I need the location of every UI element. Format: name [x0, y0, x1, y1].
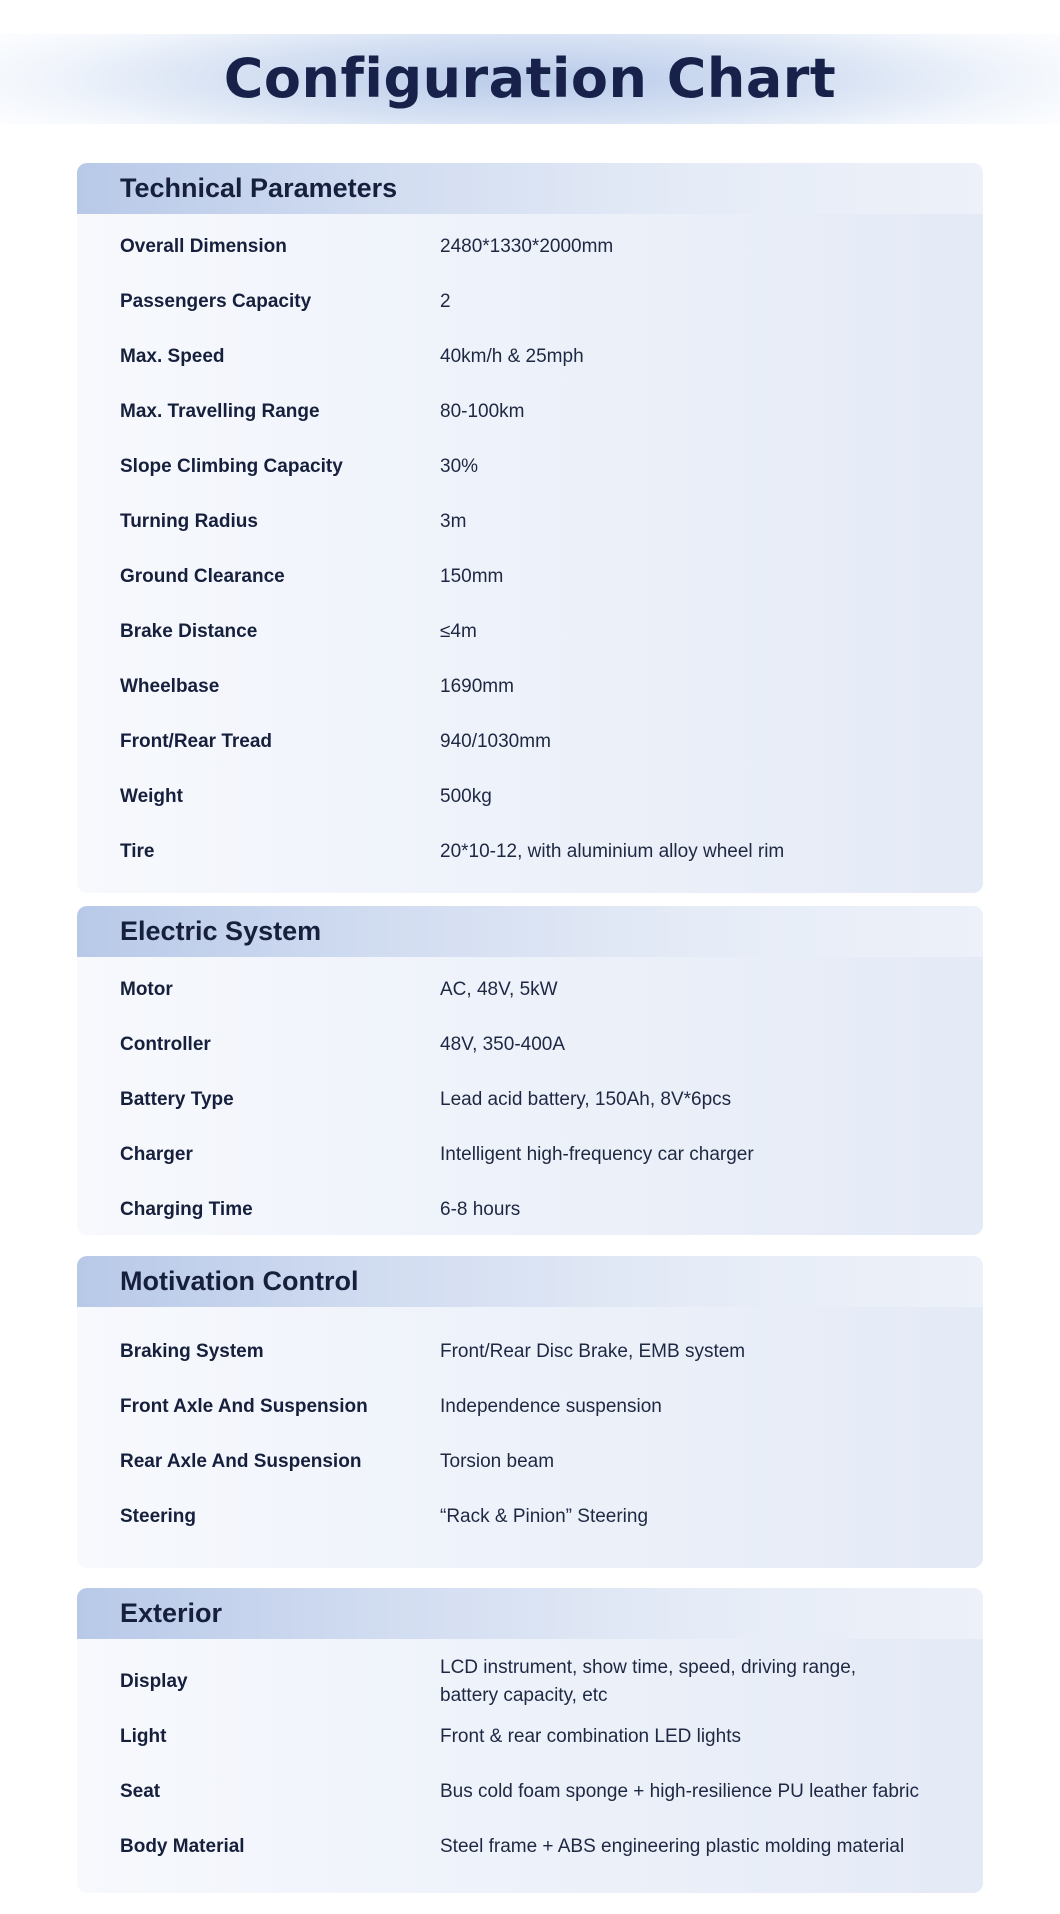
row-value: 1690mm [440, 676, 514, 697]
row-label: Rear Axle And Suspension [120, 1451, 362, 1472]
row-label: Steering [120, 1506, 197, 1527]
row-label: Wheelbase [120, 676, 220, 697]
row-label: Max. Travelling Range [120, 401, 320, 422]
title-banner [0, 34, 1060, 124]
row-label: Braking System [120, 1341, 264, 1362]
page-title: Configuration Chart [223, 47, 837, 110]
row-label: Max. Speed [120, 346, 225, 367]
row-label: Tire [120, 841, 155, 862]
row-label: Display [120, 1671, 188, 1692]
row-value: Bus cold foam sponge + high-resilience PU leather fabric [440, 1781, 919, 1802]
row-label: Weight [120, 786, 183, 807]
row-label: Controller [120, 1034, 211, 1055]
row-value: Steel frame + ABS engineering plastic molding material [440, 1836, 905, 1857]
section-title: Motivation Control [120, 1266, 359, 1296]
row-label: Motor [120, 979, 173, 1000]
row-value: Front/Rear Disc Brake, EMB system [440, 1341, 746, 1362]
row-value: 30% [440, 456, 479, 477]
row-value: LCD instrument, show time, speed, driving range, battery capacity, etc [440, 1657, 857, 1706]
row-value: 20*10-12, with aluminium alloy wheel rim [440, 841, 785, 862]
row-label: Seat [120, 1781, 161, 1802]
row-value: “Rack & Pinion” Steering [440, 1506, 649, 1527]
row-value: 2480*1330*2000mm [440, 236, 614, 257]
section-electric-system [77, 906, 983, 1235]
row-label: Body Material [120, 1836, 245, 1857]
row-value: 48V, 350-400A [440, 1034, 566, 1055]
section-header [77, 1256, 983, 1307]
row-value: 80-100km [440, 401, 525, 422]
row-value: 2 [440, 291, 451, 312]
row-value: Front & rear combination LED lights [440, 1726, 741, 1747]
section-exterior [77, 1588, 983, 1893]
row-label: Ground Clearance [120, 566, 285, 587]
section-motivation-control [77, 1256, 983, 1568]
section-technical-parameters [77, 163, 983, 893]
section-header [77, 1588, 983, 1639]
row-label: Front Axle And Suspension [120, 1396, 368, 1417]
row-value: Intelligent high-frequency car charger [440, 1144, 754, 1165]
row-label: Battery Type [120, 1089, 234, 1110]
row-value: 6-8 hours [440, 1199, 521, 1220]
row-value: ≤4m [440, 621, 477, 642]
row-value: 940/1030mm [440, 731, 551, 752]
row-label: Passengers Capacity [120, 291, 312, 312]
row-label: Slope Climbing Capacity [120, 456, 343, 477]
section-header [77, 163, 983, 214]
section-title: Exterior [120, 1598, 223, 1628]
row-value: 3m [440, 511, 467, 532]
section-header [77, 906, 983, 957]
section-title: Technical Parameters [120, 173, 398, 203]
row-value: Independence suspension [440, 1396, 662, 1417]
row-label: Turning Radius [120, 511, 258, 532]
row-value: AC, 48V, 5kW [440, 979, 558, 1000]
row-value: 40km/h & 25mph [440, 346, 584, 367]
row-label: Overall Dimension [120, 236, 287, 257]
row-value: 500kg [440, 786, 492, 807]
row-label: Light [120, 1726, 167, 1747]
row-label: Charger [120, 1144, 193, 1165]
section-title: Electric System [120, 916, 322, 946]
row-label: Charging Time [120, 1199, 253, 1220]
row-label: Front/Rear Tread [120, 731, 273, 752]
row-value: Torsion beam [440, 1451, 555, 1472]
row-value: Lead acid battery, 150Ah, 8V*6pcs [440, 1089, 732, 1110]
row-label: Brake Distance [120, 621, 258, 642]
row-value: 150mm [440, 566, 504, 587]
